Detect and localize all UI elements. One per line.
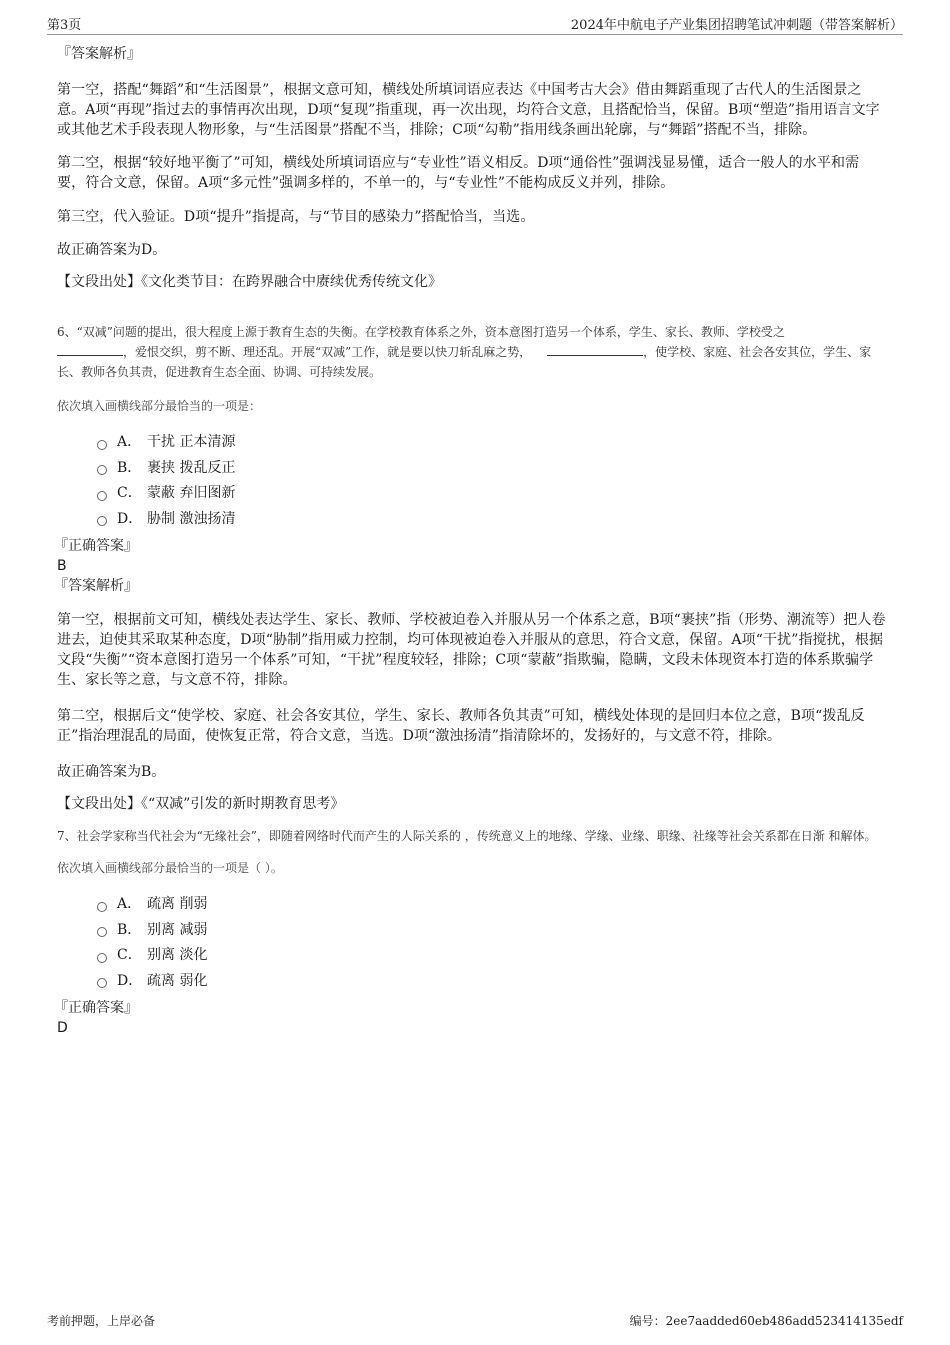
question-6 xyxy=(54,322,887,814)
option-text: 疏离 弱化 xyxy=(147,972,208,989)
option-c[interactable] xyxy=(97,481,887,507)
conclusion: 故正确答案为B。 xyxy=(57,764,166,780)
question-prompt: 依次填入画横线部分最恰当的一项是（ ）。 xyxy=(57,861,283,875)
fill-blank xyxy=(57,343,123,356)
option-letter: A． xyxy=(117,896,142,912)
analysis-paragraph: 第二空，根据后文“使学校、家庭、社会各安其位，学生、家长、教师各负其责”可知，横线处体现的是回归本位之意，B项“拨乱反正”指治理混乱的局面，使恢复正常，符合文意，当选。D项“激浊扬清”指清除坏的，发扬好的，与文意不符，排除。 xyxy=(57,708,865,744)
source-citation: 【文段出处】《文化类节目：在跨界融合中赓续优秀传统文化》 xyxy=(57,274,442,290)
fill-blank xyxy=(547,343,643,356)
option-letter: A． xyxy=(117,434,142,450)
page-footer xyxy=(47,1312,903,1330)
radio-button[interactable] xyxy=(97,440,107,450)
option-text: 别离 减弱 xyxy=(147,921,208,938)
option-d[interactable] xyxy=(97,969,887,995)
analysis-paragraph: 第二空，根据“较好地平衡了”可知，横线处所填词语应与“专业性”语义相反。D项“通俗性”强调浅显易懂，适合一般人的水平和需要，符合文意，保留。A项“多元性”强调多样的，不单一的，与“专业性”不能构成反义并列，排除。 xyxy=(57,155,860,191)
question-text: 7、社会学家称当代社会为“无缘社会”，即随着网络时代而产生的人际关系的 ，传统意义上的地缘、学缘、业缘、职缘、社缘等社会关系都在日渐 和解体。 xyxy=(57,829,877,843)
correct-answer: D xyxy=(57,1020,68,1036)
radio-button[interactable] xyxy=(97,978,107,988)
question-text-part: ，使学校、家庭、社会各安其位，学生、家长、教师各负其责，促进教育生态全面、协调、可持续发展。 xyxy=(57,345,872,379)
option-letter: D． xyxy=(117,972,143,989)
option-text: 别离 淡化 xyxy=(147,947,208,963)
document-title: 2024年中航电子产业集团招聘笔试冲刺题（带答案解析） xyxy=(570,18,903,33)
radio-button[interactable] xyxy=(97,491,107,501)
page-header xyxy=(47,14,903,35)
option-text: 裹挟 拨乱反正 xyxy=(147,459,236,476)
radio-button[interactable] xyxy=(97,902,107,912)
conclusion: 故正确答案为D。 xyxy=(57,242,167,258)
analysis-label: 『答案解析』 xyxy=(57,46,141,62)
option-list xyxy=(57,430,887,532)
correct-answer-label: 『正确答案』 xyxy=(54,538,138,554)
radio-button[interactable] xyxy=(97,465,107,475)
option-b[interactable] xyxy=(97,456,887,482)
page-number: 第3页 xyxy=(47,18,82,33)
analysis-paragraph: 第三空，代入验证。D项“提升”指提高，与“节目的感染力”搭配恰当，当选。 xyxy=(57,209,535,225)
option-a[interactable] xyxy=(97,892,887,918)
option-letter: C． xyxy=(117,485,142,501)
analysis-paragraph: 第一空，根据前文可知，横线处表达学生、家长、教师、学校被迫卷入并服从另一个体系之意，B项“裹挟”指（形势、潮流等）把人卷进去，迫使其采取某种态度，D项“胁制”指用威力控制，均可体现被迫卷入并服从的意思，符合文意，保留。A项“干扰”指搅扰，根据文段“失衡”“资本意图打造另一个体系”可知，“干扰”程度较轻，排除；C项“蒙蔽”指欺骗，隐瞒，文段未体现资本打造的体系欺骗学生、家长等之意，与文意不符，排除。 xyxy=(57,612,886,688)
question-prompt: 依次填入画横线部分最恰当的一项是： xyxy=(57,399,262,413)
option-text: 干扰 正本清源 xyxy=(147,434,236,450)
correct-answer-label: 『正确答案』 xyxy=(54,1000,138,1016)
question-7 xyxy=(54,826,887,1038)
option-text: 疏离 削弱 xyxy=(147,896,208,912)
analysis-label: 『答案解析』 xyxy=(54,578,138,594)
option-letter: D． xyxy=(117,510,143,527)
option-letter: B． xyxy=(117,459,142,476)
radio-button[interactable] xyxy=(97,516,107,526)
source-citation: 【文段出处】《“双减”引发的新时期教育思考》 xyxy=(57,796,345,812)
option-b[interactable] xyxy=(97,918,887,944)
option-c[interactable] xyxy=(97,943,887,969)
option-d[interactable] xyxy=(97,507,887,533)
question-5-analysis xyxy=(57,44,887,292)
correct-answer: B xyxy=(57,558,67,574)
question-text-part: ，爱恨交织，剪不断、理还乱。开展“双减”工作，就是要以快刀斩乱麻之势， xyxy=(123,345,532,359)
question-text-part: 6、“双减”问题的提出，很大程度上源于教育生态的失衡。在学校教育体系之外，资本意图打造另一个体系，学生、家长、教师、学校受之 xyxy=(57,325,785,339)
option-a[interactable] xyxy=(97,430,887,456)
document-id: 编号：2ee7aadded60eb486add523414135edf xyxy=(629,1314,903,1328)
analysis-paragraph: 第一空，搭配“舞蹈”和“生活图景”，根据文意可知，横线处所填词语应表达《中国考古大会》借由舞蹈重现了古代人的生活图景之意。A项“再现”指过去的事情再次出现，D项“复现”指重现，再一次出现，均符合文意，且搭配恰当，保留。B项“塑造”指用语言文字或其他艺术手段表现人物形象，与“生活图景”搭配不当，排除；C项“勾勒”指用线条画出轮廓，与“舞蹈”搭配不当，排除。 xyxy=(57,82,880,138)
option-letter: B． xyxy=(117,921,142,938)
radio-button[interactable] xyxy=(97,953,107,963)
question-text xyxy=(57,322,887,382)
option-letter: C． xyxy=(117,947,142,963)
footer-slogan: 考前押题，上岸必备 xyxy=(47,1314,156,1328)
page-content xyxy=(54,44,887,1038)
radio-button[interactable] xyxy=(97,927,107,937)
option-text: 蒙蔽 弃旧图新 xyxy=(147,485,236,501)
option-text: 胁制 激浊扬清 xyxy=(147,510,236,527)
option-list xyxy=(57,892,887,994)
